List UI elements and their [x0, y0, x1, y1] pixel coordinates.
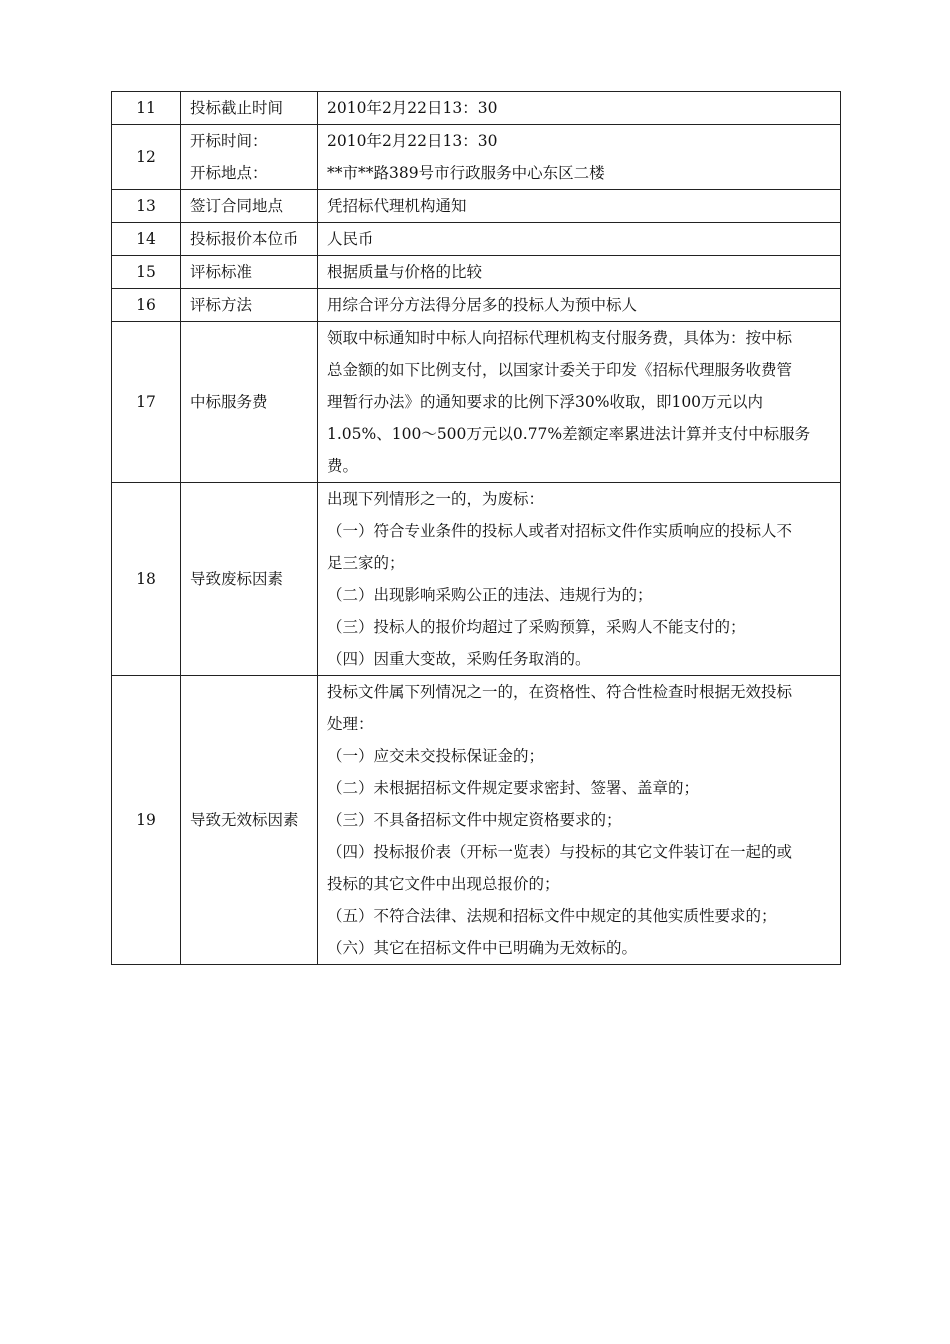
row-number: 15 — [112, 256, 181, 289]
item-label: 评标标准 — [190, 263, 253, 281]
content-cell — [318, 483, 841, 676]
row-number: 12 — [112, 125, 181, 190]
item-label: 导致无效标因素 — [190, 811, 299, 829]
content-line: （二）出现影响采购公正的违法、违规行为的； — [327, 586, 653, 604]
table-row — [112, 92, 841, 125]
item-label: 导致废标因素 — [190, 570, 284, 588]
content-line: 总金额的如下比例支付，以国家计委关于印发《招标代理服务收费管 — [327, 361, 793, 379]
content-line: 足三家的； — [327, 554, 405, 572]
table-row — [112, 190, 841, 223]
content-line: （六）其它在招标文件中已明确为无效标的。 — [327, 939, 638, 957]
content-line: 2010年2月22日13：30 — [327, 132, 498, 150]
bidding-terms-table — [111, 91, 841, 965]
content-line: **市**路389号市行政服务中心东区二楼 — [327, 164, 605, 182]
content-line: 用综合评分方法得分居多的投标人为预中标人 — [327, 296, 638, 314]
row-number: 19 — [112, 676, 181, 965]
content-line: 处理： — [327, 715, 374, 733]
content-cell — [318, 322, 841, 483]
content-line: （三）投标人的报价均超过了采购预算，采购人不能支付的； — [327, 618, 746, 636]
item-label: 开标时间： — [190, 132, 268, 150]
table-row — [112, 322, 841, 483]
content-cell — [318, 125, 841, 190]
content-cell — [318, 223, 841, 256]
item-label: 投标报价本位币 — [190, 230, 299, 248]
content-line: 投标文件属下列情况之一的，在资格性、符合性检查时根据无效投标 — [327, 683, 793, 701]
item-label-cell — [181, 676, 318, 965]
content-cell — [318, 190, 841, 223]
item-label: 开标地点： — [190, 164, 268, 182]
content-cell — [318, 92, 841, 125]
table-row — [112, 676, 841, 965]
content-line: 1.05%、100～500万元以0.77%差额定率累进法计算并支付中标服务 — [327, 425, 811, 443]
row-number: 14 — [112, 223, 181, 256]
content-line: 凭招标代理机构通知 — [327, 197, 467, 215]
content-cell — [318, 676, 841, 965]
content-line: （四）投标报价表（开标一览表）与投标的其它文件装订在一起的或 — [327, 843, 793, 861]
table-row — [112, 223, 841, 256]
content-line: 理暂行办法》的通知要求的比例下浮30%收取，即100万元以内 — [327, 393, 764, 411]
item-label-cell — [181, 92, 318, 125]
item-label: 投标截止时间 — [190, 99, 284, 117]
content-line: （二）未根据招标文件规定要求密封、签署、盖章的； — [327, 779, 700, 797]
item-label-cell — [181, 223, 318, 256]
content-line: （一）应交未交投标保证金的； — [327, 747, 545, 765]
content-cell — [318, 256, 841, 289]
item-label: 签订合同地点 — [190, 197, 284, 215]
item-label-cell — [181, 190, 318, 223]
row-number: 13 — [112, 190, 181, 223]
row-number: 17 — [112, 322, 181, 483]
content-line: 根据质量与价格的比较 — [327, 263, 483, 281]
item-label-cell — [181, 125, 318, 190]
content-line: （三）不具备招标文件中规定资格要求的； — [327, 811, 622, 829]
content-line: （四）因重大变故，采购任务取消的。 — [327, 650, 591, 668]
item-label: 中标服务费 — [190, 393, 268, 411]
item-label-cell — [181, 483, 318, 676]
item-label-cell — [181, 256, 318, 289]
item-label-cell — [181, 322, 318, 483]
table-row — [112, 256, 841, 289]
table-body — [112, 92, 841, 965]
table-row — [112, 125, 841, 190]
table-row — [112, 483, 841, 676]
content-line: 人民币 — [327, 230, 374, 248]
content-cell — [318, 289, 841, 322]
content-line: 2010年2月22日13：30 — [327, 99, 498, 117]
content-line: 出现下列情形之一的，为废标： — [327, 490, 545, 508]
item-label-cell — [181, 289, 318, 322]
row-number: 16 — [112, 289, 181, 322]
content-line: 领取中标通知时中标人向招标代理机构支付服务费，具体为：按中标 — [327, 329, 793, 347]
content-line: 费。 — [327, 457, 359, 475]
content-line: （五）不符合法律、法规和招标文件中规定的其他实质性要求的； — [327, 907, 777, 925]
content-line: （一）符合专业条件的投标人或者对招标文件作实质响应的投标人不 — [327, 522, 793, 540]
row-number: 11 — [112, 92, 181, 125]
table-row — [112, 289, 841, 322]
content-line: 投标的其它文件中出现总报价的； — [327, 875, 560, 893]
item-label: 评标方法 — [190, 296, 253, 314]
row-number: 18 — [112, 483, 181, 676]
